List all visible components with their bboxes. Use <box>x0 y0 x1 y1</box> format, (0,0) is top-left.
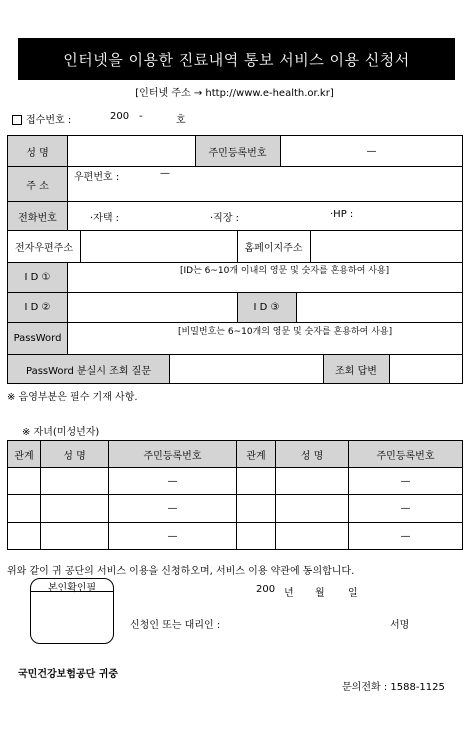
url-line: [인터넷 주소 → http://www.e-health.or.kr] <box>135 88 334 99</box>
header-relation: 관계 <box>246 450 266 462</box>
lost-question-field[interactable] <box>170 355 323 383</box>
homepage-label: 홈페이지주소 <box>244 243 303 254</box>
row-divider <box>7 322 463 323</box>
work-phone-label: ·직장 : <box>210 213 240 224</box>
child-rrn-field[interactable]: — <box>400 503 411 514</box>
child-rrn-field[interactable]: — <box>167 531 178 542</box>
password-note: [비밀번호는 6~10개의 영문 및 숫자를 혼용하여 사용] <box>178 327 393 337</box>
checkbox-icon[interactable] <box>12 115 22 125</box>
organization-name: 국민건강보험공단 귀중 <box>18 669 119 680</box>
header-rrn: 주민등록번호 <box>376 450 435 462</box>
id2-label: I D ② <box>24 302 51 313</box>
homepage-field[interactable] <box>311 231 462 262</box>
date-day-unit: 일 <box>348 588 358 599</box>
receipt-label: 접수번호 : <box>26 115 72 126</box>
contact-phone: 문의전화 : 1588-1125 <box>342 682 445 693</box>
row-divider <box>7 166 463 167</box>
name-label: 성 명 <box>26 147 49 159</box>
postal-dash: — <box>160 168 170 179</box>
child-rrn-field[interactable]: — <box>167 475 178 487</box>
email-field[interactable] <box>81 231 237 262</box>
child-rrn-field[interactable]: — <box>167 503 178 514</box>
home-phone-label: ·자택 : <box>90 213 120 224</box>
address-field[interactable] <box>68 181 462 201</box>
id1-field[interactable] <box>68 275 462 292</box>
date-year-unit: 년 <box>284 588 294 599</box>
header-relation: 관계 <box>14 450 34 462</box>
password-field[interactable] <box>68 336 462 354</box>
applicant-label: 신청인 또는 대리인 : <box>130 620 221 631</box>
phone-label: 전화번호 <box>18 212 57 224</box>
children-heading: ※ 자녀(미성년자) <box>22 427 100 438</box>
header-rrn: 주민등록번호 <box>143 450 202 462</box>
row-divider <box>7 201 463 202</box>
answer-label: 조회 답변 <box>335 365 377 377</box>
agreement-text: 위와 같이 귀 공단의 서비스 이용을 신청하오며, 서비스 이용 약관에 동의합니다. <box>7 566 355 577</box>
child-rrn-field[interactable]: — <box>400 531 411 542</box>
address-label: 주 소 <box>26 180 49 192</box>
id3-label: I D ③ <box>253 302 280 313</box>
rrn-field[interactable]: — <box>366 145 377 157</box>
rrn-label: 주민등록번호 <box>208 147 267 159</box>
header-name: 성 명 <box>300 450 324 462</box>
name-field[interactable] <box>68 136 195 166</box>
child-rrn-field[interactable]: — <box>400 475 411 487</box>
receipt-number <box>12 111 71 126</box>
header-name: 성 명 <box>63 450 86 462</box>
password-label: PassWord <box>13 333 62 344</box>
postal-label: 우편번호 : <box>74 172 120 183</box>
receipt-year: 200 <box>110 111 130 122</box>
date-year: 200 <box>256 584 276 595</box>
email-label: 전자우편주소 <box>15 243 73 254</box>
receipt-dash: - <box>139 111 143 122</box>
stamp-label: 본인확인필 <box>47 583 97 594</box>
id-note: [ID는 6~10개 이내의 영문 및 숫자를 혼용하여 사용] <box>180 266 390 276</box>
lost-question-label: PassWord 분실시 조회 질문 <box>26 365 151 377</box>
required-note: ※ 음영부분은 필수 기재 사항. <box>7 392 138 403</box>
form-title: 인터넷을 이용한 진료내역 통보 서비스 이용 신청서 <box>18 38 455 80</box>
receipt-suffix: 호 <box>176 115 186 126</box>
answer-field[interactable] <box>390 355 462 383</box>
id1-label: I D ① <box>24 272 51 283</box>
date-month-unit: 월 <box>315 588 325 599</box>
signature-label[interactable]: 서명 <box>390 620 410 631</box>
hp-label: ·HP : <box>330 209 354 220</box>
id2-field[interactable] <box>68 293 237 322</box>
id3-field[interactable] <box>297 293 462 322</box>
